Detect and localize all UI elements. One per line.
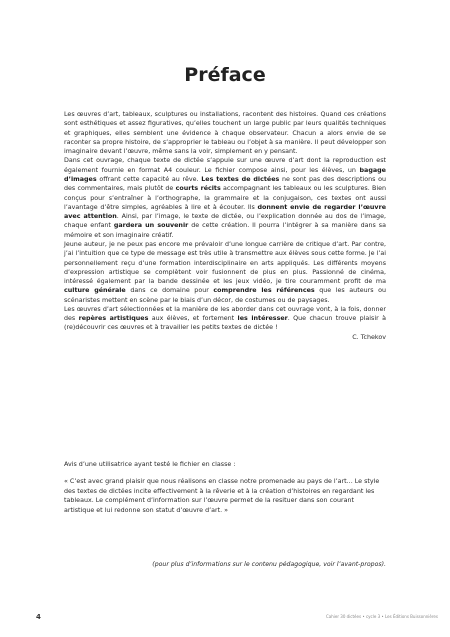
- signature: C. Tchekov: [352, 333, 386, 341]
- bold-phrase: gardera un souvenir: [113, 222, 189, 230]
- text-run: accompagnant les tableaux ou les sculptures. Bien conçus pour s’entraîner à l’orthographe, la grammaire et la conjugaison, ces textes ont aussi l’avantage d’être simples, agréables à lire et à écouter. Ils: [64, 185, 387, 211]
- text-run: aux élèves, et fortement: [148, 315, 238, 323]
- text-run: Jeune auteur, je ne peux pas encore me prévaloir d’une longue carrière de critique d’art. Par contre, j’ai l’intuition que ce type de message est très utile à transmettre aux élèves sous cette forme. Je l’ai personnellement reçu d’une formation interdisciplinaire en arts appliqués. Les différents moyens d’expression artistique se complètent voir fusionnent de plus en plus. Passionné de cinéma, intéressé également par la bande dessinée et les jeux vidéo, je tire couramment profit de ma: [64, 240, 386, 286]
- preface-body: [64, 110, 386, 342]
- text-run: ne sont pas des descriptions ou des commentaires, mais plutôt de: [64, 175, 386, 193]
- text-run: dans ce domaine pour: [125, 287, 214, 295]
- bold-phrase: Les textes de dictées: [201, 175, 280, 183]
- text-run: Les œuvres d’art sélectionnées et la manière de les aborder dans cet ouvrage vont, à la fois, donner des: [64, 305, 386, 323]
- bold-phrase: bagage d’images: [64, 166, 386, 183]
- text-run: Dans cet ouvrage, chaque texte de dictée s’appuie sur une œuvre d’art dont la reproduction est également fournie en format A4 couleur. Le fichier compose ainsi, pour les élèves, un: [64, 157, 386, 174]
- text-run: . Que chacun trouve plaisir à (re)découvrir ces œuvres et à travailler les petits textes de dictée !: [64, 315, 386, 332]
- text-run: . Ainsi, par l’image, le texte de dictée, ou l’explication donnée au dos de l’image, chaque enfant: [64, 213, 386, 230]
- bold-phrase: donnent envie de regarder l’œuvre avec attention: [64, 203, 387, 221]
- footer-credit: Cahier 30 dictées • cycle 3 • Les Éditions Buissonnières: [326, 614, 438, 619]
- quote-intro: Avis d’une utilisatrice ayant testé le fichier en classe :: [64, 461, 236, 468]
- text-run: de cette création. Il pourra l’intégrer à sa manière dans sa mémoire et son imaginaire créatif.: [64, 222, 386, 239]
- text-run: Les œuvres d’art, tableaux, sculptures ou installations, racontent des histoires. Quand ces créations sont esthétiques et assez figuratives, qu’elles touchent un large public par leurs qualités techniques et graphiques, elles semblent une évidence à chaque observateur. Chacun a alors envie de se raconter sa propre histoire, de s’approprier le tableau ou l’objet à sa manière. Il peut développer son imaginaire devant l’œuvre, même sans la voir, simplement en y pensant.: [64, 111, 386, 156]
- paragraph: [64, 156, 386, 240]
- user-quote: « C’est avec grand plaisir que nous réalisons en classe notre promenade au pays de l’art... Le style des textes de dictées incite effectivement à la rêverie et à la création d’histoires en regardant les tableaux. Le complément d’information sur l’œuvre permet de la resituer dans son courant artistique et lui redonne son statut d’œuvre d’art. »: [64, 478, 380, 514]
- bold-phrase: culture générale: [64, 287, 126, 295]
- bold-phrase: les intéresser: [237, 315, 288, 323]
- paragraph: [64, 110, 386, 156]
- text-run: que les auteurs ou scénaristes mettent en scène par le biais d’un décor, de costumes ou de paysages.: [64, 287, 386, 304]
- pedagogical-note: (pour plus d’informations sur le contenu pédagogique, voir l’avant-propos).: [152, 561, 386, 568]
- paragraph: [64, 240, 386, 305]
- paragraph: [64, 305, 386, 333]
- bold-phrase: repères artistiques: [78, 315, 149, 323]
- bold-phrase: courts récits: [175, 185, 221, 193]
- text-run: offrant cette capacité au rêve.: [96, 175, 202, 183]
- page-number: 4: [36, 613, 41, 621]
- page-title: Préface: [184, 64, 266, 86]
- bold-phrase: comprendre les références: [213, 287, 315, 295]
